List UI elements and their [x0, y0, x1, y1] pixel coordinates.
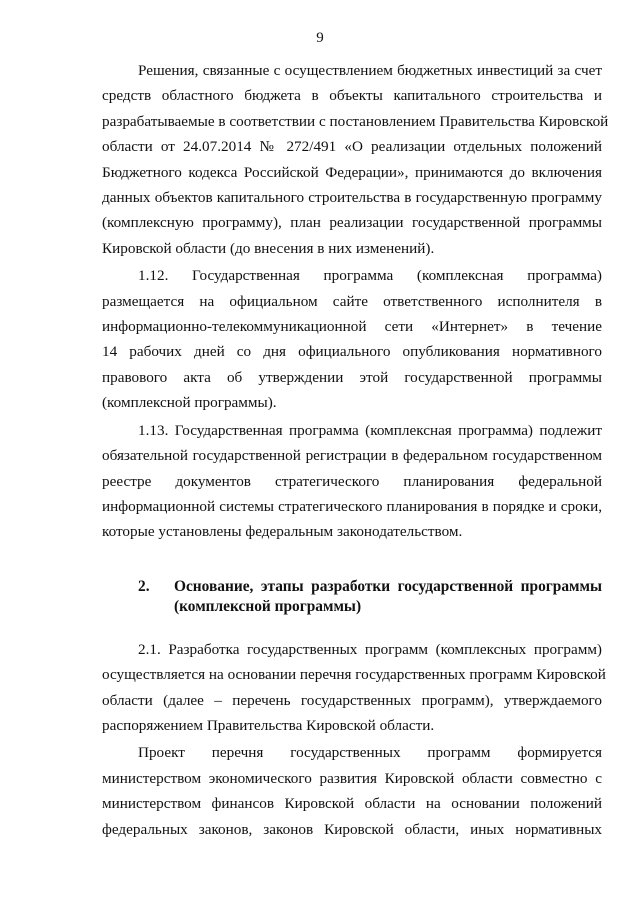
text-line: Проект перечня государственных программ формируется: [138, 744, 602, 762]
page-content: [102, 58, 609, 842]
text-line: 1.12. Государственная программа (комплексная программа): [138, 267, 602, 285]
text-line: 2.1. Разработка государственных программ (комплексных программ): [138, 640, 602, 658]
text-line: информационной системы стратегического планирования в порядке и сроки,: [102, 497, 602, 515]
text-line: размещается на официальном сайте ответственного исполнителя в: [102, 292, 602, 310]
paragraph-1-12: [102, 263, 602, 415]
paragraph-2-1: [102, 637, 606, 739]
paragraph-budget-investments: [102, 58, 609, 261]
text-line: 14 рабочих дней со дня официального опубликования нормативного: [102, 343, 602, 361]
text-line: федеральных законов, законов Кировской области, иных нормативных: [102, 820, 602, 838]
text-line: разрабатываемые в соответствии с постановлением Правительства Кировской: [102, 112, 609, 130]
page-number: 9: [316, 30, 324, 46]
section-2-heading: [102, 577, 602, 617]
text-line: области от 24.07.2014 № 272/491 «О реализации отдельных положений: [102, 138, 602, 156]
text-line: осуществляется на основании перечня государственных программ Кировской: [102, 666, 606, 684]
text-line: области (далее – перечень государственных программ), утверждаемого: [102, 691, 602, 709]
text-line: информационно-телекоммуникационной сети «Интернет» в течение: [102, 318, 602, 336]
text-line: данных объектов капитального строительства в государственную программу: [102, 189, 602, 207]
section-title-line: (комплексной программы): [174, 597, 362, 615]
text-line: распоряжением Правительства Кировской области.: [102, 716, 435, 734]
section-title-line: Основание, этапы разработки государственной программы: [174, 577, 602, 595]
section-title: [174, 577, 602, 617]
paragraph-1-13: [102, 418, 602, 545]
text-line: реестре документов стратегического планирования федеральной: [102, 472, 602, 490]
text-line: средств областного бюджета в объекты капитального строительства и: [102, 87, 602, 105]
text-line: министерством экономического развития Кировской области совместно с: [102, 769, 602, 787]
text-line: Бюджетного кодекса Российской Федерации», принимаются до включения: [102, 163, 602, 181]
text-line: Кировской области (до внесения в них изменений).: [102, 239, 435, 257]
text-line: 1.13. Государственная программа (комплексная программа) подлежит: [138, 421, 602, 439]
text-line: (комплексную программу), план реализации государственной программы: [102, 214, 602, 232]
text-line: Решения, связанные с осуществлением бюджетных инвестиций за счет: [138, 62, 602, 79]
text-line: (комплексной программы).: [102, 394, 277, 412]
text-line: министерством финансов Кировской области на основании положений: [102, 795, 602, 813]
paragraph-project-list: [102, 740, 602, 842]
text-line: обязательной государственной регистрации в федеральном государственном: [102, 447, 602, 465]
section-number: 2.: [138, 577, 150, 595]
text-line: которые установлены федеральным законодательством.: [102, 523, 463, 541]
text-line: правового акта об утверждении этой государственной программы: [102, 368, 602, 386]
